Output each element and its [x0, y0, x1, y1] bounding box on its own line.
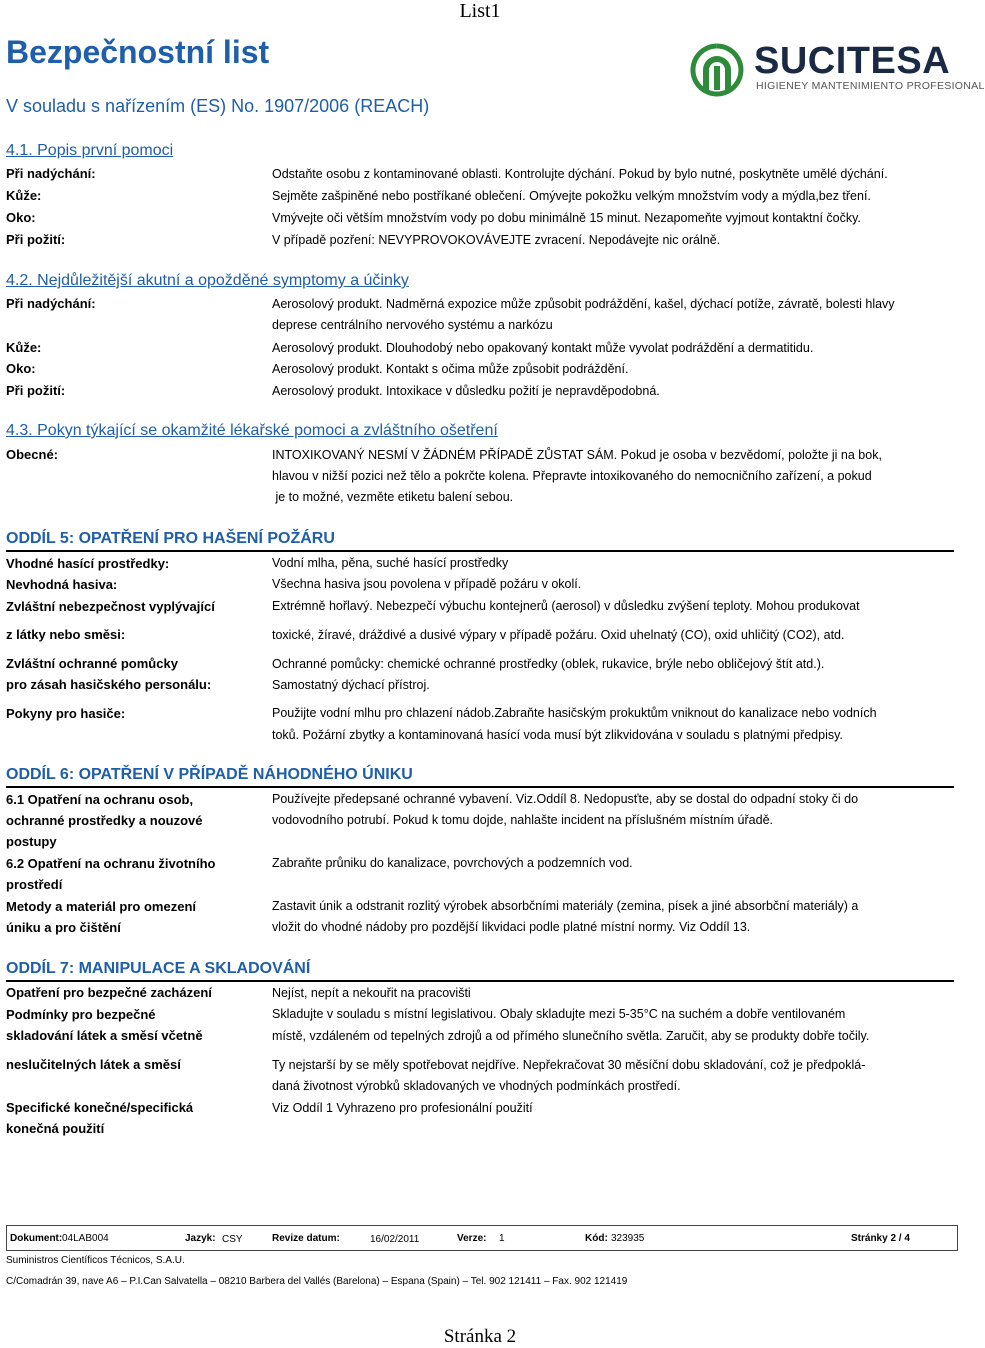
s5-label-firefighters: Pokyny pro hasiče:: [6, 706, 126, 721]
section-4-2-heading: 4.2. Nejdůležitější akutní a opožděné symptomy a účinky: [6, 272, 409, 289]
s5-text-protective-1: Ochranné pomůcky: chemické ochranné prostředky (oblek, rukavice, brýle nebo obličejový štít atd.).: [272, 657, 825, 671]
s5-label-unsuitable: Nevhodná hasiva:: [6, 577, 118, 592]
s6-label-61-line1: 6.1 Opatření na ochranu osob,: [6, 792, 194, 807]
footer-language-value: CSY: [222, 1234, 243, 1245]
s5-text-firefighters-1: Použijte vodní mlhu pro chlazení nádob.Zabraňte hasičským prokuktům vniknout do kanalizace nebo vodních: [272, 706, 877, 720]
page-number: Stránka 2: [443, 1326, 517, 1347]
s5-label-suitable: Vhodné hasící prostředky:: [6, 556, 170, 571]
s41-label-eye: Oko:: [6, 210, 36, 225]
s5-text-unsuitable: Všechna hasiva jsou povolena v případě požáru v okolí.: [272, 577, 582, 591]
sheet-name: List1: [459, 0, 501, 22]
section-6-heading: ODDÍL 6: OPATŘENÍ V PŘÍPADĚ NÁHODNÉHO ÚNIKU: [6, 766, 413, 783]
footer-code-label: Kód:: [585, 1233, 608, 1244]
section-7-heading: ODDÍL 7: MANIPULACE A SKLADOVÁNÍ: [6, 960, 311, 977]
s7-text-storage-1: Skladujte v souladu s místní legislativou. Obaly skladujte mezi 5-35°C na suchém a dobře ventilovaném: [272, 1007, 846, 1021]
s5-text-hazard: Extrémně hořlavý. Nebezpečí výbuchu kontejnerů (aerosol) v důsledku zvýšení teploty. Mohou produkovat: [272, 599, 860, 613]
s6-text-61-line1: Používejte předepsané ochranné vybavení. Viz.Oddíl 8. Nedopusťte, aby se dostal do odpadní stoky či do: [272, 792, 859, 806]
footer-address: C/Comadrán 39, nave A6 – P.I.Can Salvatella – 08210 Barbera del Vallés (Barelona) – Espana (Spain) – Tel. 902 121411 – Fax. 902 121419: [6, 1276, 628, 1287]
s42-label-inhalation: Při nadýchání:: [6, 296, 96, 311]
s42-label-ingestion: Při požití:: [6, 383, 66, 398]
s5-text-protective-2: Samostatný dýchací přístroj.: [272, 678, 430, 692]
company-logo: [688, 40, 985, 96]
s7-text-storage-2: místě, vzdáleném od tepelných zdrojů a od přímého slunečního světla. Zaručit, aby se produkty dobře točily.: [272, 1029, 870, 1043]
s6-label-61-line3: postupy: [6, 834, 57, 849]
s42-label-eye: Oko:: [6, 361, 36, 376]
s5-text-suitable: Vodní mlha, pěna, suché hasící prostředky: [272, 556, 509, 570]
document-subtitle: V souladu s nařízením (ES) No. 1907/2006 (REACH): [6, 96, 430, 116]
document-title: Bezpečnostní list: [6, 34, 270, 70]
s41-text-eye: Vmývejte oči větším množstvím vody po dobu minimálně 15 minut. Nezapomeňte vyjmout kontaktní čočky.: [272, 211, 861, 225]
logo-tagline: HIGIENEY MANTENIMIENTO PROFESIONAL: [756, 80, 985, 92]
footer-revision-value: 16/02/2011: [370, 1234, 420, 1245]
footer-pages: Stránky 2 / 4: [851, 1233, 910, 1244]
s41-label-inhalation: Při nadýchání:: [6, 166, 96, 181]
s7-text-incompatible-2: daná životnost výrobků skladovaných ve vhodných podmínkách prostředí.: [272, 1079, 681, 1093]
s41-text-inhalation: Odstaňte osobu z kontaminované oblasti. Kontrolujte dýchání. Pokud by bylo nutné, poskytněte umělé dýchání.: [272, 167, 888, 181]
footer-code-value: 323935: [611, 1233, 645, 1244]
sucitesa-emblem-icon: [688, 44, 746, 96]
s6-label-63-line2: úniku a pro čištění: [6, 920, 121, 935]
s43-text-line-1: INTOXIKOVANÝ NESMÍ V ŽÁDNÉM PŘÍPADĚ ZŮSTAT SÁM. Pokud je osoba v bezvědomí, položte ji na bok,: [272, 448, 882, 462]
footer-version-label: Verze:: [457, 1233, 487, 1244]
s41-label-skin: Kůže:: [6, 188, 42, 203]
s7-label-storage-1: Podmínky pro bezpečné: [6, 1007, 156, 1022]
s7-text-handling: Nejíst, nepít a nekouřit na pracovišti: [272, 986, 471, 1000]
footer-version-value: 1: [499, 1233, 505, 1244]
s6-label-61-line2: ochranné prostředky a nouzové: [6, 813, 203, 828]
s7-text-specific: Viz Oddíl 1 Vyhrazeno pro profesionální použití: [272, 1101, 533, 1115]
s41-text-skin: Sejměte zašpiněné nebo postříkané oblečení. Omývejte pokožku velkým množstvím vody a mýdla,bez tření.: [272, 189, 871, 203]
s41-text-ingestion: V případě pozření: NEVYPROVOKOVÁVEJTE zvracení. Nepodávejte nic orálně.: [272, 233, 721, 247]
section-4-1-heading: 4.1. Popis první pomoci: [6, 142, 174, 159]
s42-label-skin: Kůže:: [6, 340, 42, 355]
s43-text-line-3: je to možné, vezměte etiketu balení sebou.: [272, 490, 514, 504]
s42-text-inhalation-2: deprese centrálního nervového systému a narkózu: [272, 318, 553, 332]
s5-text-substance: toxické, žíravé, dráždivé a dusivé výpary v případě požáru. Oxid uhelnatý (CO), oxid uhličitý (CO2), atd.: [272, 628, 845, 642]
s42-text-eye: Aerosolový produkt. Kontakt s očima může způsobit podráždění.: [272, 362, 629, 376]
s7-label-incompatible: neslučitelných látek a směsí: [6, 1057, 181, 1072]
s7-label-specific-1: Specifické konečné/specifická: [6, 1100, 194, 1115]
s5-text-firefighters-2: toků. Požární zbytky a kontaminovaná hasící voda musí být zlikvidována v souladu s platnými předpisy.: [272, 728, 843, 742]
s6-label-62-line2: prostředí: [6, 877, 63, 892]
s7-label-specific-2: konečná použití: [6, 1121, 105, 1136]
footer-document-value: 04LAB004: [62, 1233, 109, 1244]
footer-document-label: Dokument:: [10, 1233, 63, 1244]
s7-text-incompatible-1: Ty nejstarší by se měly spotřebovat nejdříve. Nepřekračovat 30 měsíční dobu skladování, což je předpoklá-: [272, 1058, 866, 1072]
footer-language-label: Jazyk:: [185, 1233, 216, 1244]
s7-label-handling: Opatření pro bezpečné zacházení: [6, 985, 212, 1000]
s5-label-protective-2: pro zásah hasičského personálu:: [6, 677, 212, 692]
s6-text-63-line2: vložit do vhodné nádoby pro pozdější likvidaci podle platné místní normy. Viz Oddíl 13.: [272, 920, 751, 934]
s6-label-63-line1: Metody a materiál pro omezení: [6, 899, 196, 914]
section-4-3-heading: 4.3. Pokyn týkající se okamžité lékařské pomoci a zvláštního ošetření: [6, 422, 498, 439]
s42-text-inhalation-1: Aerosolový produkt. Nadměrná expozice může způsobit podráždění, kašel, dýchací potíže, závratě, bolesti hlavy: [272, 297, 895, 311]
s5-label-protective-1: Zvláštní ochranné pomůcky: [6, 656, 178, 671]
s6-text-63-line1: Zastavit únik a odstranit rozlitý výrobek absorbčními materiály (zemina, písek a jiné absorbční materiály) a: [272, 899, 859, 913]
s41-label-ingestion: Při požití:: [6, 232, 66, 247]
section-7-divider: [6, 980, 954, 982]
s6-text-62: Zabraňte průniku do kanalizace, povrchových a podzemních vod.: [272, 856, 633, 870]
s43-label-general: Obecné:: [6, 447, 59, 462]
s6-label-62-line1: 6.2 Opatření na ochranu životního: [6, 856, 216, 871]
s5-label-hazard: Zvláštní nebezpečnost vyplývající: [6, 599, 215, 614]
s6-text-61-line2: vodovodního potrubí. Pokud k tomu dojde, nahlašte incident na příslušném místním úřadě.: [272, 813, 773, 827]
section-5-heading: ODDÍL 5: OPATŘENÍ PRO HAŠENÍ POŽÁRU: [6, 530, 335, 547]
s42-text-skin: Aerosolový produkt. Dlouhodobý nebo opakovaný kontakt může vyvolat podráždění a dermatitidu.: [272, 341, 814, 355]
footer-company: Suministros Científicos Técnicos, S.A.U.: [6, 1255, 185, 1266]
section-6-divider: [6, 786, 954, 788]
s43-text-line-2: hlavou v nižší pozici než tělo a pokrčte kolena. Přepravte intoxikovaného do nemocničního zařízení, a pokud: [272, 469, 872, 483]
s7-label-storage-2: skladování látek a směsí včetně: [6, 1028, 203, 1043]
s42-text-ingestion: Aerosolový produkt. Intoxikace v důsledku požití je nepravděpodobná.: [272, 384, 660, 398]
footer-revision-label: Revize datum:: [272, 1233, 340, 1244]
section-5-divider: [6, 550, 954, 552]
logo-wordmark: SUCITESA: [754, 40, 951, 82]
s5-label-substance: z látky nebo směsi:: [6, 627, 126, 642]
